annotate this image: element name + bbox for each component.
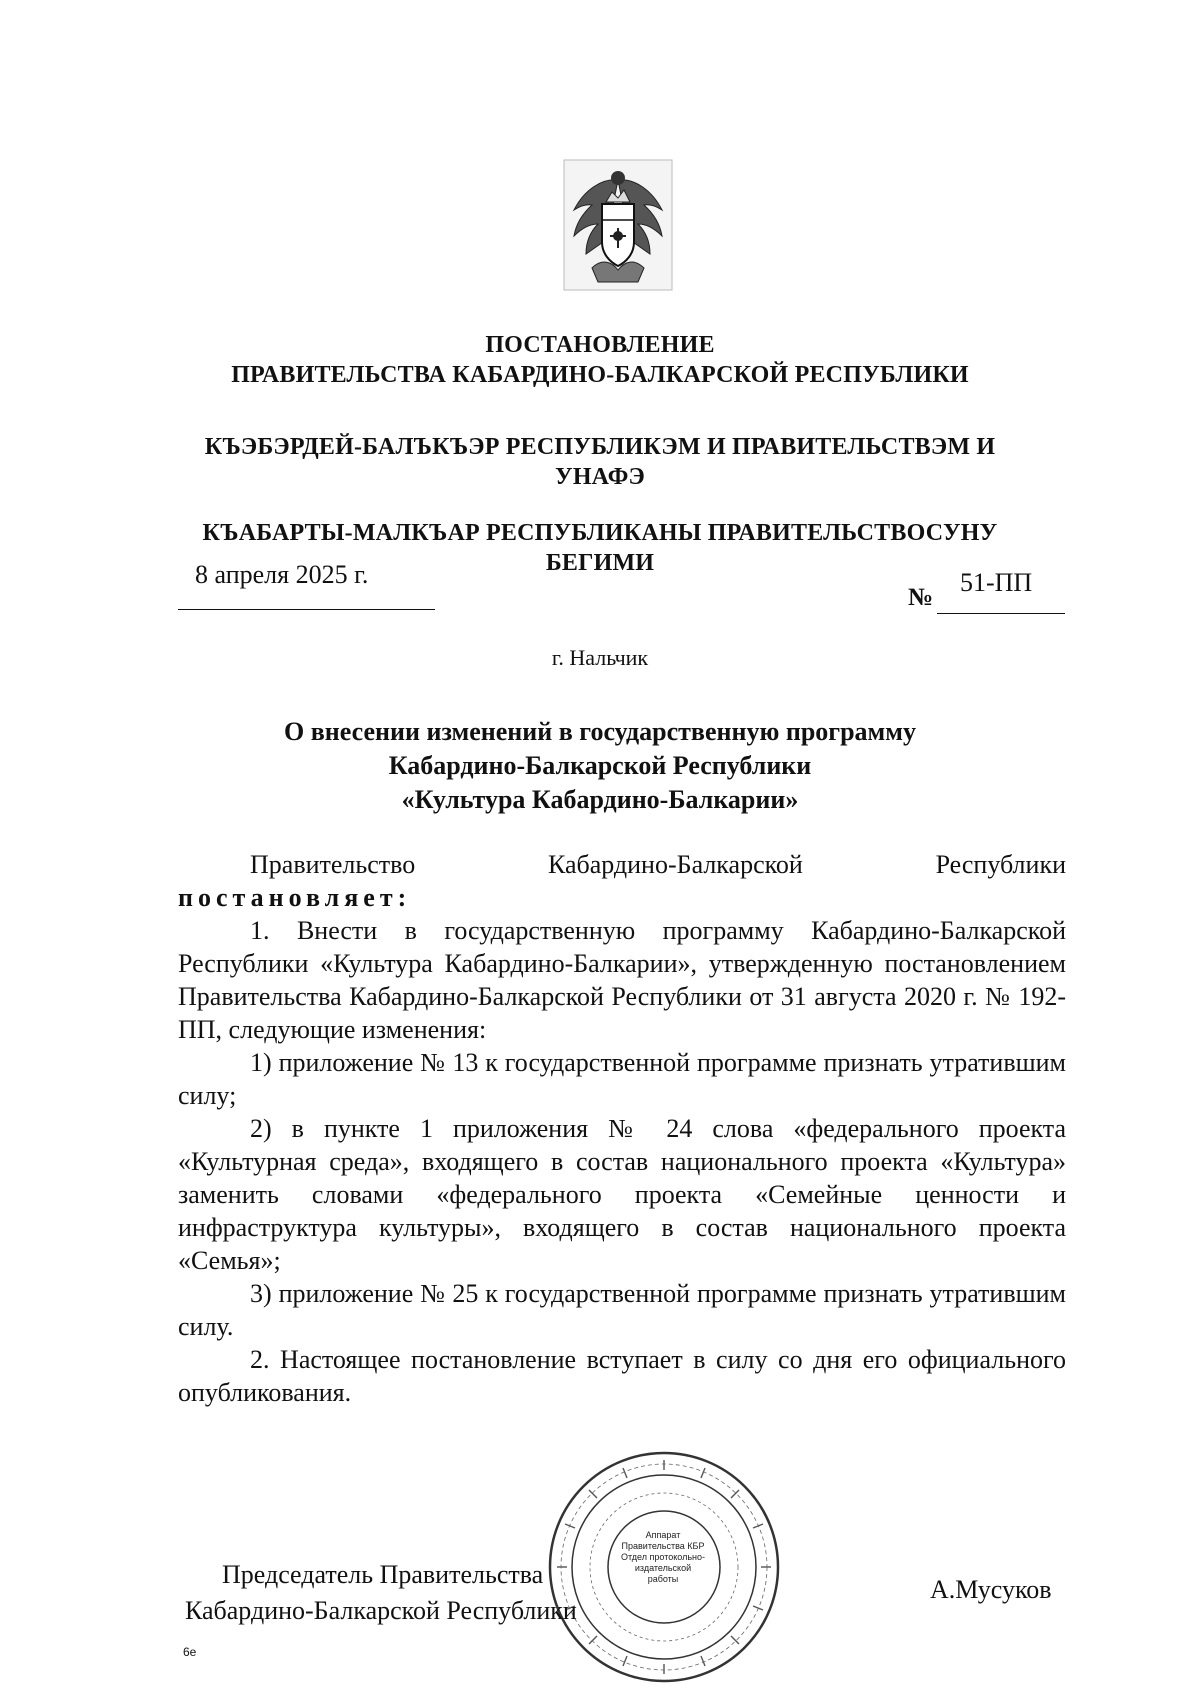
document-title — [0, 715, 1200, 817]
stamp-line1: Аппарат — [645, 1530, 681, 1540]
paragraph-1: 1. Внести в государственную программу Кабардино-Балкарской Республики «Культура Кабардино-Балкарии», утвержденную постановлением Правительства Кабардино-Балкарской Республики от 31 августа 2020 г. № 192-ПП, следующие изменения: — [178, 916, 1066, 1044]
city: г. Нальчик — [551, 645, 649, 670]
paragraph-1-2: 2) в пункте 1 приложения № 24 слова «федерального проекта «Культурная среда», входящего в состав национального проекта «Культура» заменить словами «федерального проекта «Семейные ценности и инфраструктура культуры», входящего в состав национального проекта «Семья»; — [178, 1114, 1066, 1275]
coat-of-arms-emblem — [562, 158, 674, 292]
intro-word-government: Правительство — [250, 850, 416, 879]
intro-word-republic: Республики — [935, 850, 1066, 879]
stamp-inner-text — [620, 1530, 706, 1585]
header-kabardian-line1: КЪЭБЭРДЕЙ-БАЛЪКЪЭР РЕСПУБЛИКЭМ И ПРАВИТЕЛЬСТВЭМ И — [204, 434, 996, 460]
paragraph-2: 2. Настоящее постановление вступает в силу со дня его официального опубликования. — [178, 1345, 1066, 1407]
intro-line — [178, 848, 1066, 881]
stamp-line4: издательской — [634, 1563, 692, 1573]
title-line3: «Культура Кабардино-Балкарии» — [401, 785, 799, 814]
title-line2: Кабардино-Балкарской Республики — [388, 751, 812, 780]
stamp-line2: Правительства КБР — [621, 1541, 705, 1551]
paragraph-1-1: 1) приложение № 13 к государственной программе признать утратившим силу; — [178, 1048, 1066, 1110]
decree-word: постановляет: — [178, 883, 412, 912]
date-underline — [178, 609, 435, 610]
document-date: 8 апреля 2025 г. — [195, 560, 369, 589]
signatory-name: А.Мусуков — [930, 1575, 1052, 1604]
header-title: ПОСТАНОВЛЕНИЕ — [485, 332, 715, 358]
signatory-position-line1: Председатель Правительства — [222, 1560, 544, 1589]
number-underline — [937, 613, 1065, 614]
paragraph-1-3: 3) приложение № 25 к государственной программе признать утратившим силу. — [178, 1279, 1066, 1341]
header-subtitle: ПРАВИТЕЛЬСТВА КАБАРДИНО-БАЛКАРСКОЙ РЕСПУБЛИКИ — [231, 362, 969, 388]
number-sign: № — [908, 584, 934, 611]
stamp-line5: работы — [647, 1574, 679, 1584]
header-balkar-line1: КЪАБАРТЫ-МАЛКЪАР РЕСПУБЛИКАНЫ ПРАВИТЕЛЬСТВОСУНУ — [202, 520, 998, 546]
document-number: 51-ПП — [960, 568, 1033, 597]
header-kabardian-line2: УНАФЭ — [555, 464, 645, 490]
signatory-position — [185, 1557, 577, 1629]
title-line1: О внесении изменений в государственную программу — [284, 717, 916, 746]
footer-mark: 6е — [183, 1645, 197, 1659]
stamp-line3: Отдел протокольно- — [620, 1552, 705, 1562]
intro-word-kbr: Кабардино-Балкарской — [547, 850, 803, 879]
header-balkar-line2: БЕГИМИ — [545, 550, 655, 576]
document-body — [178, 848, 1066, 1409]
signatory-position-line2: Кабардино-Балкарской Республики — [185, 1596, 577, 1625]
